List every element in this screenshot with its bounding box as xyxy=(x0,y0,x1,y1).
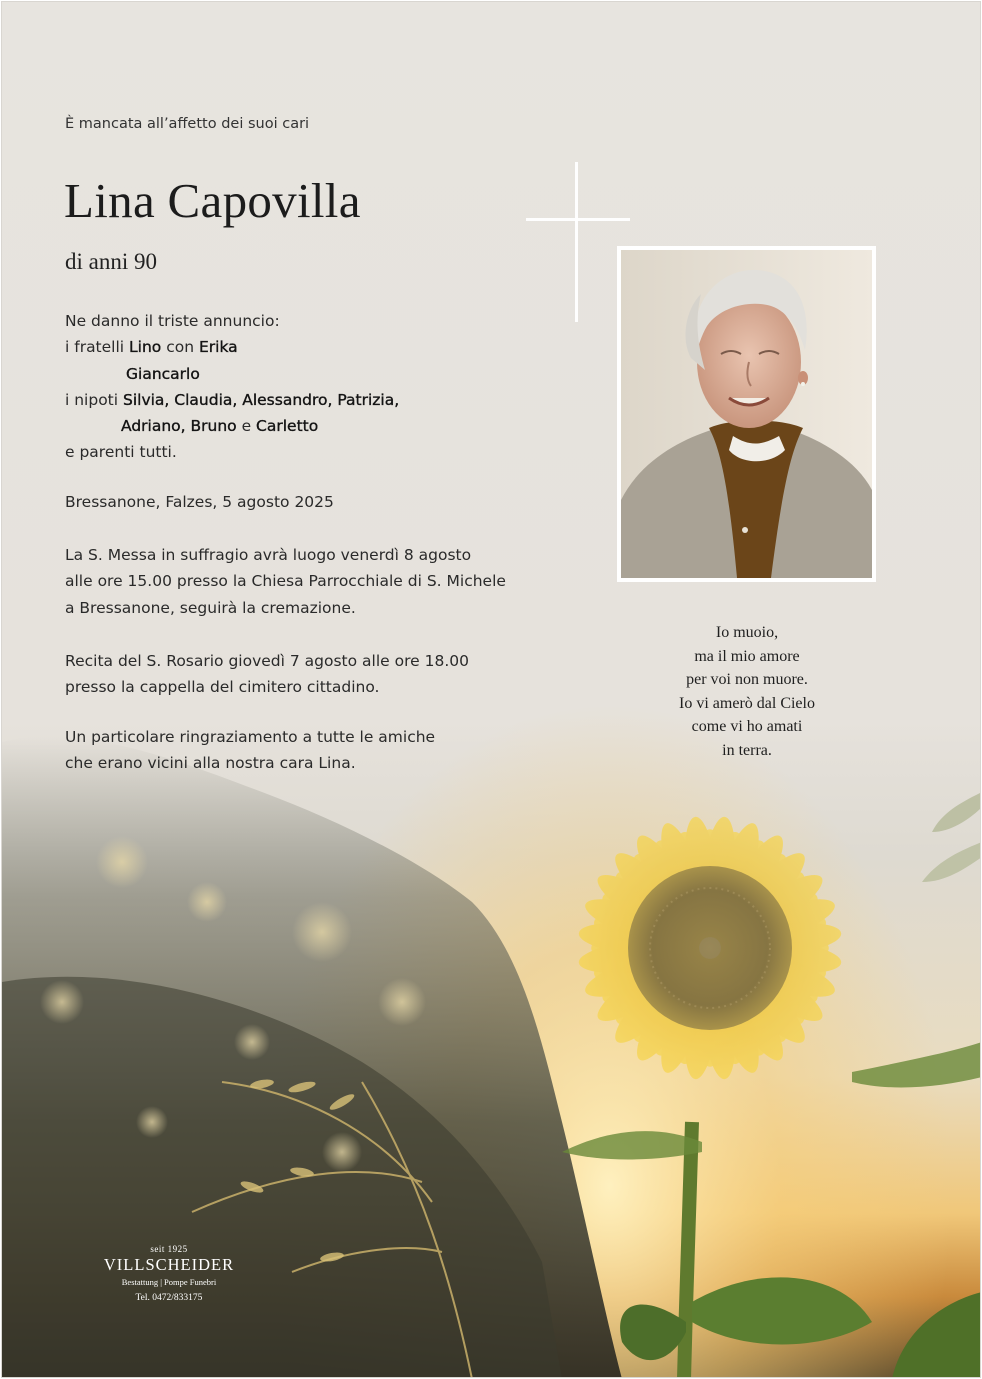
thanks-line: Un particolare ringraziamento a tutte le amiche xyxy=(65,728,436,746)
poem-line: Io muoio, xyxy=(715,624,779,641)
poem-line: in terra. xyxy=(722,741,772,759)
portrait-frame xyxy=(617,246,876,582)
obituary-page xyxy=(1,1,981,1378)
poem-line: per voi non muore. xyxy=(686,671,808,689)
sibling-name: Giancarlo xyxy=(126,364,200,383)
mass-line: a Bressanone, seguirà la cremazione. xyxy=(65,598,356,617)
logo-since: seit 1925 xyxy=(150,1244,188,1254)
nephews-prefix: i nipoti xyxy=(65,390,123,409)
siblings-prefix: i fratelli xyxy=(65,338,130,357)
intro-text: È mancata all’affetto dei suoi cari xyxy=(65,116,310,132)
cross-icon xyxy=(526,162,630,322)
mass-line: La S. Messa in suffragio avrà luogo venerdì 8 agosto xyxy=(65,546,472,564)
sibling-name: Lino xyxy=(129,338,162,357)
family-heading: Ne danno il triste annuncio: xyxy=(65,312,280,330)
logo-brand: VILLSCHEIDER xyxy=(103,1255,235,1274)
mass-line: alle ore 15.00 presso la Chiesa Parrocchiale di S. Michele xyxy=(65,572,506,591)
poem-line: come vi ho amati xyxy=(691,718,803,736)
relatives-line: e parenti tutti. xyxy=(65,443,177,462)
nephews-names: Adriano, Bruno xyxy=(121,417,237,436)
logo-subtitle: Bestattung | Pompe Funebri xyxy=(121,1277,217,1287)
mass-info xyxy=(65,542,506,621)
poem-line: Io vi amerò dal Cielo xyxy=(679,694,815,712)
sibling-connector: con xyxy=(161,338,199,357)
nephews-connector: e xyxy=(236,417,257,436)
place-date xyxy=(65,489,334,515)
nephews-names: Carletto xyxy=(256,417,319,436)
siblings-line-2 xyxy=(65,361,399,387)
rosary-info xyxy=(65,648,469,701)
poem-line: ma il mio amore xyxy=(694,647,800,665)
deceased-name: Lina Capovilla xyxy=(64,173,361,228)
nephews-line-2 xyxy=(65,413,399,439)
sibling-partner-name: Erika xyxy=(198,338,238,357)
thanks-note xyxy=(65,724,435,777)
portrait-photo xyxy=(621,250,872,578)
memorial-poem xyxy=(618,621,876,763)
deceased-age: di anni 90 xyxy=(65,249,157,274)
place-date-text: Bressanone, Falzes, 5 agosto 2025 xyxy=(65,493,334,511)
nephews-line xyxy=(65,387,399,413)
funeral-home-logo xyxy=(94,1244,244,1303)
thanks-line: che erano vicini alla nostra cara Lina. xyxy=(65,754,356,773)
logo-phone: Tel. 0472/833175 xyxy=(135,1293,203,1303)
family-announcement xyxy=(65,308,399,466)
nephews-names: Silvia, Claudia, Alessandro, Patrizia, xyxy=(123,390,400,409)
rosary-line: Recita del S. Rosario giovedì 7 agosto alle ore 18.00 xyxy=(65,652,469,670)
rosary-line: presso la cappella del cimitero cittadino. xyxy=(65,678,380,697)
siblings-line xyxy=(65,334,399,360)
